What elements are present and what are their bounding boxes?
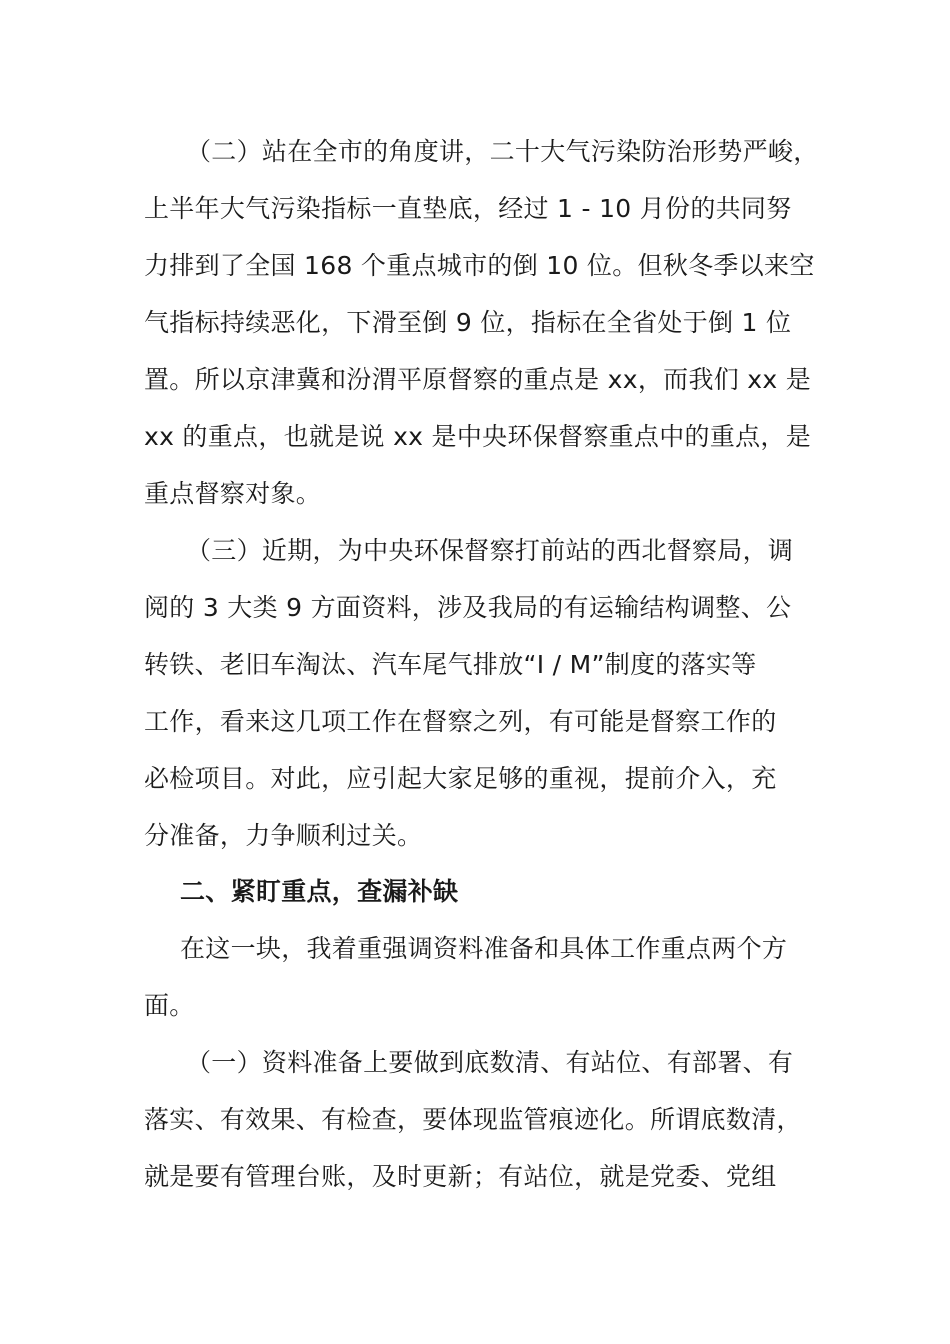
paragraph-line: 工作，看来这几项工作在督察之列，有可能是督察工作的 [144, 707, 777, 736]
paragraph-line: 在这一块，我着重强调资料准备和具体工作重点两个方 [180, 934, 788, 963]
paragraph-line: 转铁、老旧车淘汰、汽车尾气排放“I / M”制度的落实等 [144, 650, 757, 679]
paragraph-line: （三）近期，为中央环保督察打前站的西北督察局，调 [186, 536, 794, 565]
paragraph-line: 力排到了全国 168 个重点城市的倒 10 位。但秋冬季以来空 [144, 251, 815, 280]
paragraph-line: （二）站在全市的角度讲，二十大气污染防治形势严峻， [186, 137, 819, 166]
paragraph-line: 气指标持续恶化，下滑至倒 9 位，指标在全省处于倒 1 位 [144, 308, 792, 337]
section-heading: 二、紧盯重点，查漏补缺 [180, 877, 459, 906]
paragraph-line: 阅的 3 大类 9 方面资料，涉及我局的有运输结构调整、公 [144, 593, 792, 622]
paragraph-line: 置。所以京津冀和汾渭平原督察的重点是 xx，而我们 xx 是 [144, 365, 812, 394]
paragraph-line: xx 的重点，也就是说 xx 是中央环保督察重点中的重点，是 [144, 422, 812, 451]
paragraph-line: 必检项目。对此，应引起大家足够的重视，提前介入，充 [144, 764, 777, 793]
paragraph-line: （一）资料准备上要做到底数清、有站位、有部署、有 [186, 1048, 794, 1077]
paragraph-line: 落实、有效果、有检查，要体现监管痕迹化。所谓底数清， [144, 1105, 802, 1134]
paragraph-line: 就是要有管理台账，及时更新；有站位，就是党委、党组 [144, 1162, 777, 1191]
paragraph-line: 分准备，力争顺利过关。 [144, 821, 423, 850]
paragraph-line: 面。 [144, 991, 195, 1020]
paragraph-line: 重点督察对象。 [144, 479, 322, 508]
paragraph-line: 上半年大气污染指标一直垫底，经过 1 - 10 月份的共同努 [144, 194, 792, 223]
